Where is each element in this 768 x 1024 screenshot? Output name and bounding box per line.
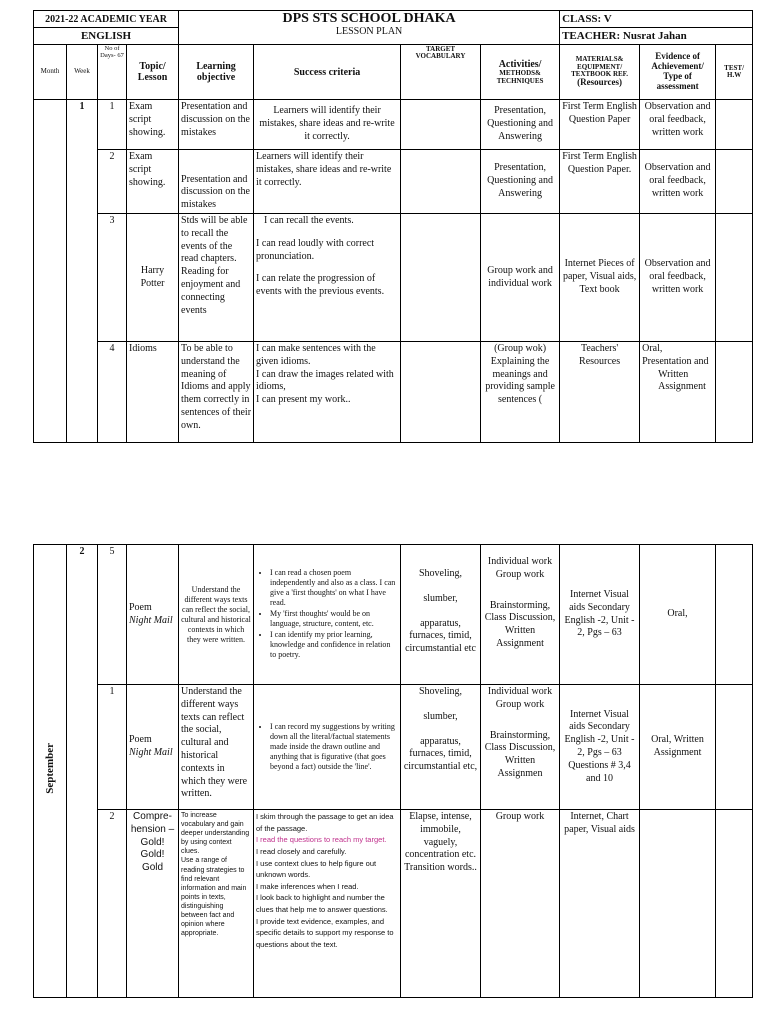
evidence-cell: Observation and oral feedback, written work [640, 100, 716, 150]
test-cell [716, 810, 753, 998]
topic-cell [127, 685, 179, 810]
month-cell [34, 545, 67, 998]
evidence-cell: Oral, [640, 545, 716, 685]
criteria-line: I can draw the images related with idioms, [256, 368, 394, 393]
criteria-cell [254, 685, 401, 810]
criteria-line: I look back to highlight and number the clues that help me to answer questions. [256, 893, 388, 914]
activities-cell: Group work [481, 810, 560, 998]
criteria-line: I can recall the events. [264, 215, 354, 226]
teacher-label: TEACHER: Nusrat Jahan [560, 28, 753, 45]
objective-cell: To be able to understand the meaning of Idioms and apply them correctly in sentences of their own. [179, 342, 254, 443]
activities-line: Brainstorming, Class Discussion, Written Assignment [484, 599, 556, 649]
criteria-cell: Learners will identify their mistakes, share ideas and re-write it correctly. [254, 150, 401, 214]
vocab-line: apparatus, furnaces, timid, circumstantial etc, [403, 735, 478, 773]
vocab-cell [401, 545, 481, 685]
criteria-list [256, 722, 398, 772]
activities-line: Individual work Group work [487, 556, 553, 580]
vocab-line: slumber, [423, 592, 458, 604]
lesson-plan-table-2 [33, 544, 753, 998]
materials-cell: First Term English Question Paper. [560, 150, 640, 214]
objective-cell [179, 810, 254, 998]
vocab-cell [401, 342, 481, 443]
test-cell [716, 100, 753, 150]
criteria-line: I make inferences when I read. [256, 881, 359, 891]
topic-cell [127, 545, 179, 685]
table-row [34, 214, 753, 342]
materials-cell: First Term English Question Paper [560, 100, 640, 150]
day-cell: 5 [98, 545, 127, 685]
topic-cell: Exam script showing. [127, 100, 179, 150]
objective-cell: Understand the different ways texts can reflect the social, cultural and historical contexts in which they were written. [179, 545, 254, 685]
vocab-cell [401, 150, 481, 214]
col-evidence: Evidence of Achievement/ Type of assessment [640, 45, 716, 100]
day-cell: 1 [98, 685, 127, 810]
month-cell [34, 100, 67, 443]
activities-line: Brainstorming, Class Discussion, Written Assignmen [484, 729, 556, 779]
criteria-item: • I can read a chosen poem independently and also as a class. I can give a 'first thoughts' on what I have read. [270, 568, 398, 608]
school-header [179, 11, 560, 45]
topic-cell: Idioms [127, 342, 179, 443]
activities-cell: Presentation, Questioning and Answering [481, 150, 560, 214]
topic-line: Poem [129, 734, 152, 746]
criteria-item: • I can record my suggestions by writing down all the literal/factual statements made inside the drawn outline and anything that is figurative (that goes beyond a fact) outside the 'line'. [270, 722, 398, 772]
objective-cell: Understand the different ways texts can reflect the social, cultural and historical contexts in which they were written. [179, 685, 254, 810]
vocab-line: Shoveling, [418, 568, 463, 579]
table-row [34, 342, 753, 443]
vocab-line: apparatus, furnaces, timid, circumstantial etc [405, 617, 476, 655]
evidence-cell [640, 810, 716, 998]
criteria-item: • I can identify my prior learning, knowledge and confidence in relation to poetry. [270, 630, 398, 660]
materials-cell: Teachers' Resources [560, 342, 640, 443]
criteria-cell [254, 342, 401, 443]
criteria-cell [254, 810, 401, 998]
activities-cell [481, 685, 560, 810]
materials-cell: Internet Visual aids Secondary English -2, Unit - 2, Pgs – 63 [560, 545, 640, 685]
test-cell [716, 545, 753, 685]
criteria-line: I can make sentences with the given idioms. [256, 343, 376, 367]
col-week: Week [67, 45, 98, 100]
col-test: TEST/ H.W [716, 45, 753, 100]
evidence-line: Oral, [642, 343, 663, 354]
objective-cell: Presentation and discussion on the mistakes [179, 150, 254, 214]
subject-label: ENGLISH [34, 28, 179, 45]
col-vocab: TARGET VOCABULARY [401, 45, 481, 100]
criteria-cell [254, 545, 401, 685]
criteria-cell: Learners will identify their mistakes, share ideas and re-write it correctly. [254, 100, 401, 150]
col-activities [481, 45, 560, 100]
col-materials [560, 45, 640, 100]
vocab-cell [401, 214, 481, 342]
criteria-line: I can read loudly with correct pronunciation. [256, 237, 375, 262]
lesson-plan-title: LESSON PLAN [335, 26, 403, 37]
month-label: September [44, 743, 56, 794]
criteria-line: I can relate the progression of events with the previous events. [256, 273, 385, 298]
objective-line: To increase vocabulary and gain deeper understanding by using context clues. [181, 812, 250, 856]
table-row [34, 810, 753, 998]
activities-cell: (Group wok) Explaining the meanings and providing sample sentences ( [481, 342, 560, 443]
evidence-cell [640, 342, 716, 443]
table-row [34, 545, 753, 685]
criteria-cell [254, 214, 401, 342]
vocab-line: slumber, [423, 710, 458, 722]
day-cell: 4 [98, 342, 127, 443]
materials-cell: Internet Pieces of paper, Visual aids, Text book [560, 214, 640, 342]
materials-cell: Internet, Chart paper, Visual aids [560, 810, 640, 998]
day-cell: 1 [98, 100, 127, 150]
col-materials-sub: (Resources) [577, 77, 622, 88]
col-activities-title: Activities/ [498, 58, 542, 70]
table-row [34, 100, 753, 150]
materials-cell: Internet Visual aids Secondary English -2, Unit - 2, Pgs – 63 Questions # 3,4 and 10 [560, 685, 640, 810]
criteria-item: • My 'first thoughts' would be on language, structure, content, etc. [270, 609, 398, 629]
col-activities-sub: METHODS& TECHNIQUES [496, 68, 544, 85]
evidence-cell: Observation and oral feedback, written work [640, 150, 716, 214]
evidence-line: Presentation and [642, 355, 709, 367]
col-days: No of Days- 67 [98, 45, 127, 100]
topic-italic: Night Mail [129, 747, 173, 758]
evidence-cell: Observation and oral feedback, written work [640, 214, 716, 342]
test-cell [716, 685, 753, 810]
activities-line: Individual work Group work [487, 686, 553, 710]
criteria-line: I use context clues to help figure out unknown words. [256, 858, 377, 880]
topic-cell: Harry Potter [127, 214, 179, 342]
week-cell: 2 [67, 545, 98, 998]
topic-cell: Compre-hension – Gold! Gold! Gold [127, 810, 179, 998]
day-cell: 3 [98, 214, 127, 342]
objective-cell: Stds will be able to recall the events of the read chapters. Reading for enjoyment and connecting events [179, 214, 254, 342]
day-cell: 2 [98, 810, 127, 998]
table-row [34, 150, 753, 214]
criteria-line: I provide text evidence, examples, and specific details to support my response to questions about the text. [256, 916, 394, 949]
lesson-plan-table-1 [33, 10, 753, 443]
class-label: CLASS: V [560, 11, 753, 28]
vocab-cell: Elapse, intense, immobile, vaguely, concentration etc. Transition words.. [401, 810, 481, 998]
col-topic: Topic/ Lesson [127, 45, 179, 100]
objective-cell: Presentation and discussion on the mistakes [179, 100, 254, 150]
topic-line: Poem [129, 601, 152, 613]
criteria-line-highlight: I read the questions to reach my target. [256, 835, 387, 845]
test-cell [716, 342, 753, 443]
table-row [34, 685, 753, 810]
activities-cell: Presentation, Questioning and Answering [481, 100, 560, 150]
academic-year: 2021-22 ACADEMIC YEAR [34, 11, 179, 28]
week-cell: 1 [67, 100, 98, 443]
topic-italic: Night Mail [129, 614, 173, 626]
topic-cell: Exam script showing. [127, 150, 179, 214]
col-objective: Learning objective [179, 45, 254, 100]
objective-line: Use a range of reading strategies to find relevant information and main points in texts, distinguishing between fact and opinion where appropriate. [181, 857, 247, 938]
vocab-line: Shoveling, [418, 686, 463, 697]
activities-cell: Group work and individual work [481, 214, 560, 342]
col-criteria: Success criteria [254, 45, 401, 100]
criteria-list [256, 568, 398, 660]
criteria-line: I read closely and carefully. [256, 846, 347, 856]
test-cell [716, 214, 753, 342]
activities-cell [481, 545, 560, 685]
evidence-line: Written Assignment [658, 368, 706, 393]
day-cell: 2 [98, 150, 127, 214]
vocab-cell [401, 685, 481, 810]
evidence-cell: Oral, Written Assignment [640, 685, 716, 810]
school-name: DPS STS SCHOOL DHAKA [282, 11, 456, 26]
criteria-line: I can present my work.. [256, 394, 351, 406]
test-cell [716, 150, 753, 214]
vocab-cell [401, 100, 481, 150]
criteria-line: I skim through the passage to get an idea of the passage. [256, 812, 394, 833]
col-materials-title: MATERIALS& EQUIPMENT/ TEXTBOOK REF. [571, 55, 629, 78]
col-month: Month [34, 45, 67, 100]
